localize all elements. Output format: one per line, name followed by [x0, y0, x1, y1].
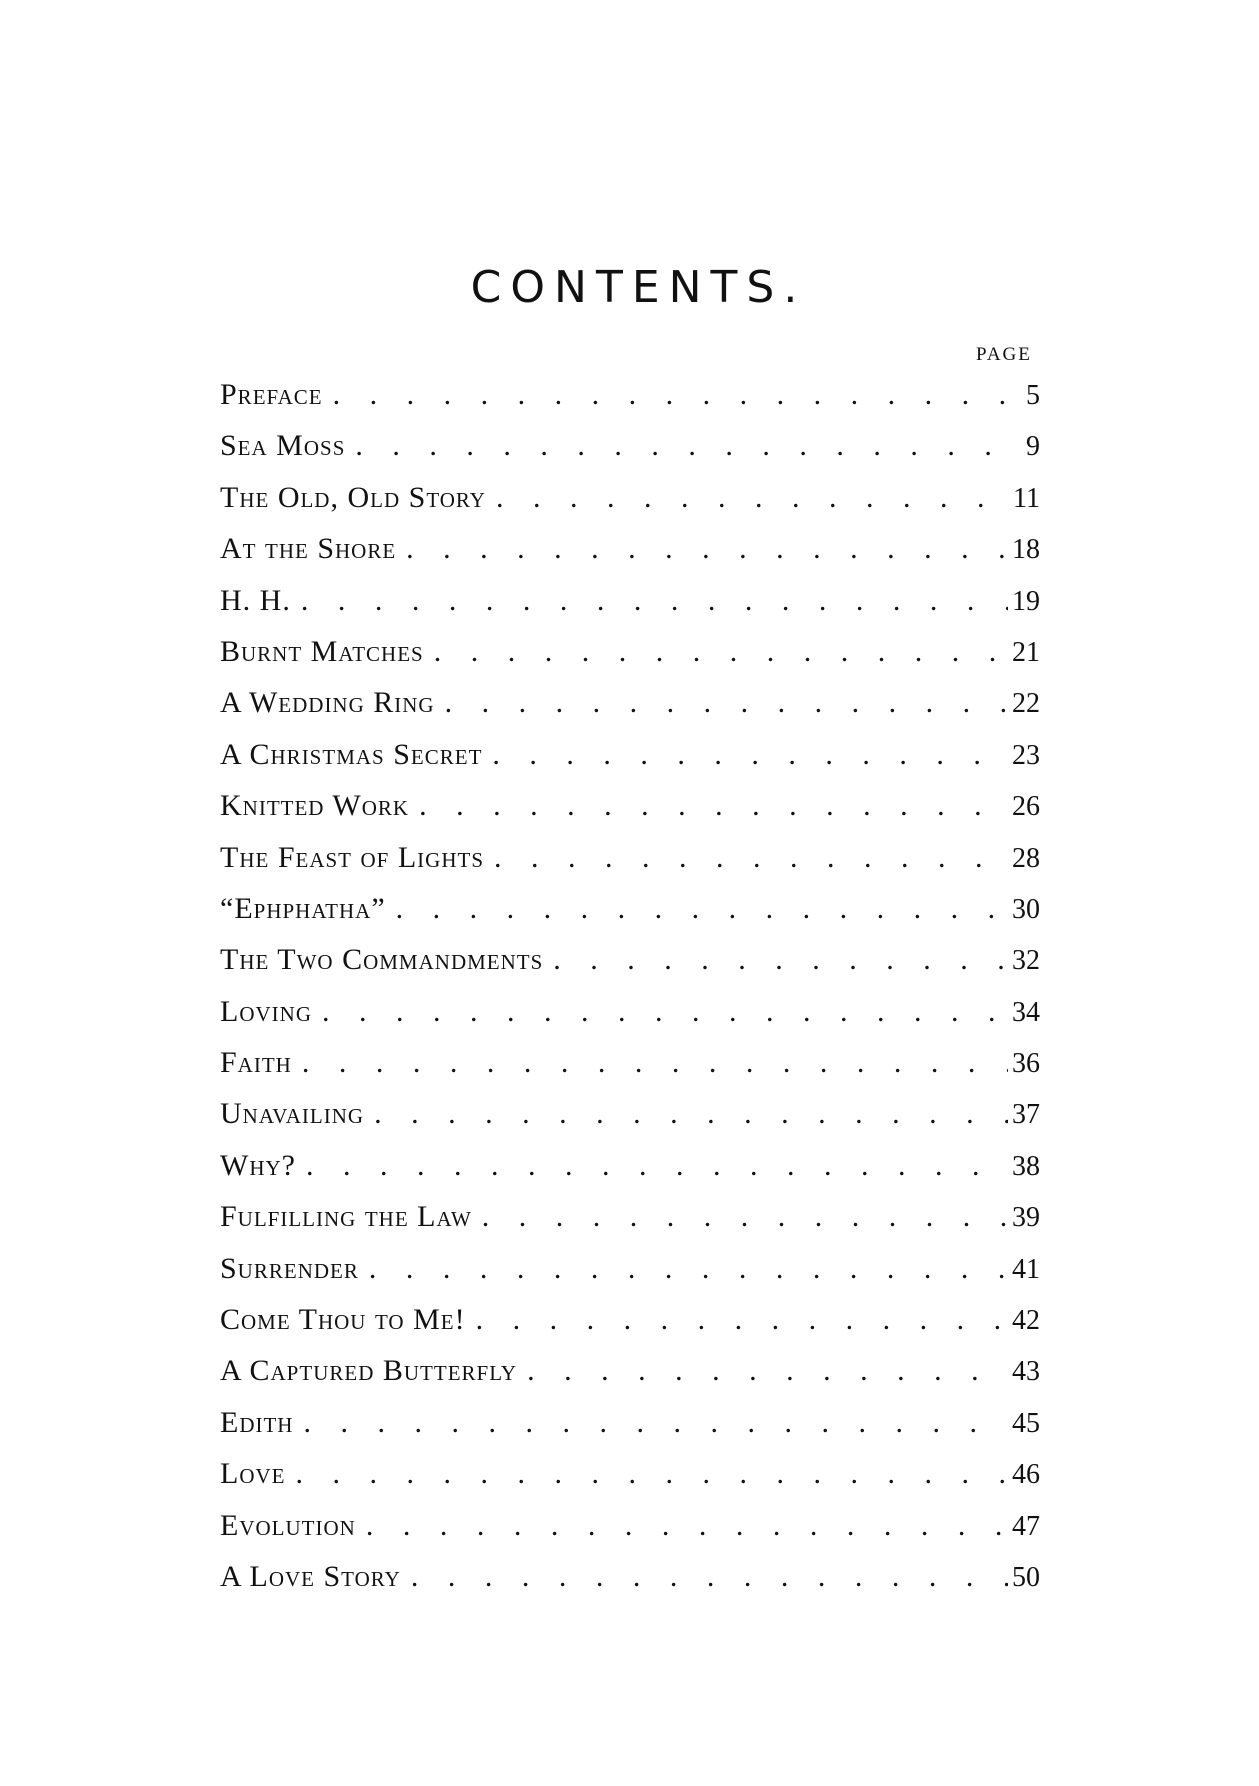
- dot-leader: [356, 1509, 1008, 1543]
- toc-entry-page-number: 46: [1012, 1459, 1040, 1491]
- toc-entry[interactable]: [220, 995, 1040, 1046]
- toc-entry-page-number: 45: [1012, 1407, 1040, 1439]
- dot-leader: [543, 943, 1008, 977]
- toc-entry-title: Surrender: [220, 1251, 359, 1285]
- toc-entry-title: Knitted Work: [220, 789, 410, 823]
- toc-entry-page-number: 11: [1013, 482, 1040, 514]
- toc-entry-page-number: 36: [1012, 1048, 1040, 1080]
- toc-entry[interactable]: [220, 1303, 1040, 1354]
- toc-entry-title: The Two Commandments: [220, 943, 544, 977]
- toc-entry[interactable]: [220, 532, 1040, 583]
- dot-leader: [312, 995, 1008, 1029]
- toc-entry[interactable]: [220, 635, 1040, 686]
- toc-entry[interactable]: [220, 584, 1040, 635]
- toc-entry-title: A Wedding Ring: [220, 686, 435, 720]
- toc-entry[interactable]: [220, 686, 1040, 737]
- dot-leader: [484, 841, 1008, 875]
- toc-entry[interactable]: [220, 892, 1040, 943]
- toc-entry-page-number: 26: [1012, 791, 1040, 823]
- page-column-label: PAGE: [976, 344, 1032, 365]
- toc-entry-title: H. H.: [220, 583, 291, 617]
- dot-leader: [409, 789, 1008, 823]
- dot-leader: [386, 892, 1008, 926]
- dot-leader: [296, 1149, 1008, 1183]
- dot-leader: [293, 1406, 1008, 1440]
- toc-entry-page-number: 23: [1012, 739, 1040, 771]
- toc-entry-page-number: 39: [1012, 1202, 1040, 1234]
- dot-leader: [435, 686, 1008, 720]
- toc-entry-page-number: 37: [1012, 1099, 1040, 1131]
- toc-entry-page-number: 38: [1012, 1150, 1040, 1182]
- toc-entry-page-number: 5: [1026, 380, 1040, 411]
- toc-entry[interactable]: [220, 1560, 1040, 1611]
- dot-leader: [472, 1200, 1008, 1234]
- dot-leader: [517, 1354, 1008, 1388]
- toc-entry[interactable]: [220, 1097, 1040, 1148]
- toc-entry-title: Why?: [220, 1148, 296, 1182]
- toc-entry-title: Sea Moss: [220, 429, 346, 463]
- toc-entry[interactable]: [220, 429, 1040, 480]
- toc-entry-page-number: 18: [1012, 534, 1040, 566]
- toc-entry[interactable]: [220, 1149, 1040, 1200]
- dot-leader: [345, 429, 1022, 463]
- toc-entry-page-number: 34: [1012, 996, 1040, 1028]
- toc-entry-title: Edith: [220, 1405, 294, 1439]
- toc-entry-title: Fulfilling the Law: [220, 1200, 472, 1234]
- toc-entry-title: A Love Story: [220, 1559, 401, 1593]
- toc-entry[interactable]: [220, 1457, 1040, 1508]
- toc-entry[interactable]: [220, 1252, 1040, 1303]
- toc-entry-title: Come Thou to Me!: [220, 1303, 466, 1337]
- dot-leader: [401, 1560, 1008, 1594]
- toc-entry-title: Love: [220, 1457, 286, 1491]
- toc-entry-page-number: 28: [1012, 842, 1040, 874]
- toc-entry-title: “Ephphatha”: [220, 891, 386, 925]
- toc-entry[interactable]: [220, 1509, 1040, 1560]
- table-of-contents: [220, 378, 1040, 1611]
- toc-entry-page-number: 30: [1012, 893, 1040, 925]
- dot-leader: [291, 584, 1008, 618]
- toc-entry-page-number: 47: [1012, 1510, 1040, 1542]
- toc-entry-title: A Captured Butterfly: [220, 1354, 518, 1388]
- toc-entry-page-number: 43: [1012, 1356, 1040, 1388]
- dot-leader: [424, 635, 1008, 669]
- dot-leader: [292, 1046, 1008, 1080]
- dot-leader: [364, 1097, 1008, 1131]
- toc-entry-title: The Feast of Lights: [220, 840, 485, 874]
- toc-entry[interactable]: [220, 1354, 1040, 1405]
- toc-entry[interactable]: [220, 378, 1040, 429]
- toc-entry[interactable]: [220, 738, 1040, 789]
- dot-leader: [482, 738, 1008, 772]
- toc-entry-page-number: 9: [1026, 431, 1040, 463]
- toc-entry-title: Unavailing: [220, 1097, 365, 1131]
- toc-entry-title: Loving: [220, 994, 312, 1028]
- toc-entry[interactable]: [220, 1200, 1040, 1251]
- dot-leader: [466, 1303, 1008, 1337]
- toc-entry-title: A Christmas Secret: [220, 737, 483, 771]
- toc-entry-page-number: 22: [1012, 688, 1040, 720]
- toc-entry-title: Faith: [220, 1046, 292, 1080]
- toc-entry[interactable]: [220, 481, 1040, 532]
- dot-leader: [396, 532, 1008, 566]
- toc-entry-title: Burnt Matches: [220, 634, 424, 668]
- toc-entry[interactable]: [220, 1406, 1040, 1457]
- page-title: CONTENTS.: [470, 262, 807, 313]
- toc-entry[interactable]: [220, 841, 1040, 892]
- toc-entry-title: Evolution: [220, 1508, 356, 1542]
- toc-entry-page-number: 19: [1012, 585, 1040, 617]
- toc-entry[interactable]: [220, 789, 1040, 840]
- dot-leader: [359, 1252, 1008, 1286]
- toc-entry-page-number: 42: [1012, 1305, 1040, 1337]
- toc-entry-page-number: 32: [1012, 945, 1040, 977]
- toc-entry-page-number: 41: [1012, 1253, 1040, 1285]
- toc-entry-title: The Old, Old Story: [220, 480, 486, 514]
- dot-leader: [285, 1457, 1008, 1491]
- dot-leader: [323, 378, 1022, 412]
- toc-entry-title: Preface: [220, 378, 323, 411]
- toc-entry-title: At the Shore: [220, 532, 397, 566]
- toc-entry-page-number: 21: [1012, 636, 1040, 668]
- toc-entry[interactable]: [220, 943, 1040, 994]
- toc-entry[interactable]: [220, 1046, 1040, 1097]
- dot-leader: [486, 481, 1009, 515]
- toc-entry-page-number: 50: [1012, 1561, 1040, 1593]
